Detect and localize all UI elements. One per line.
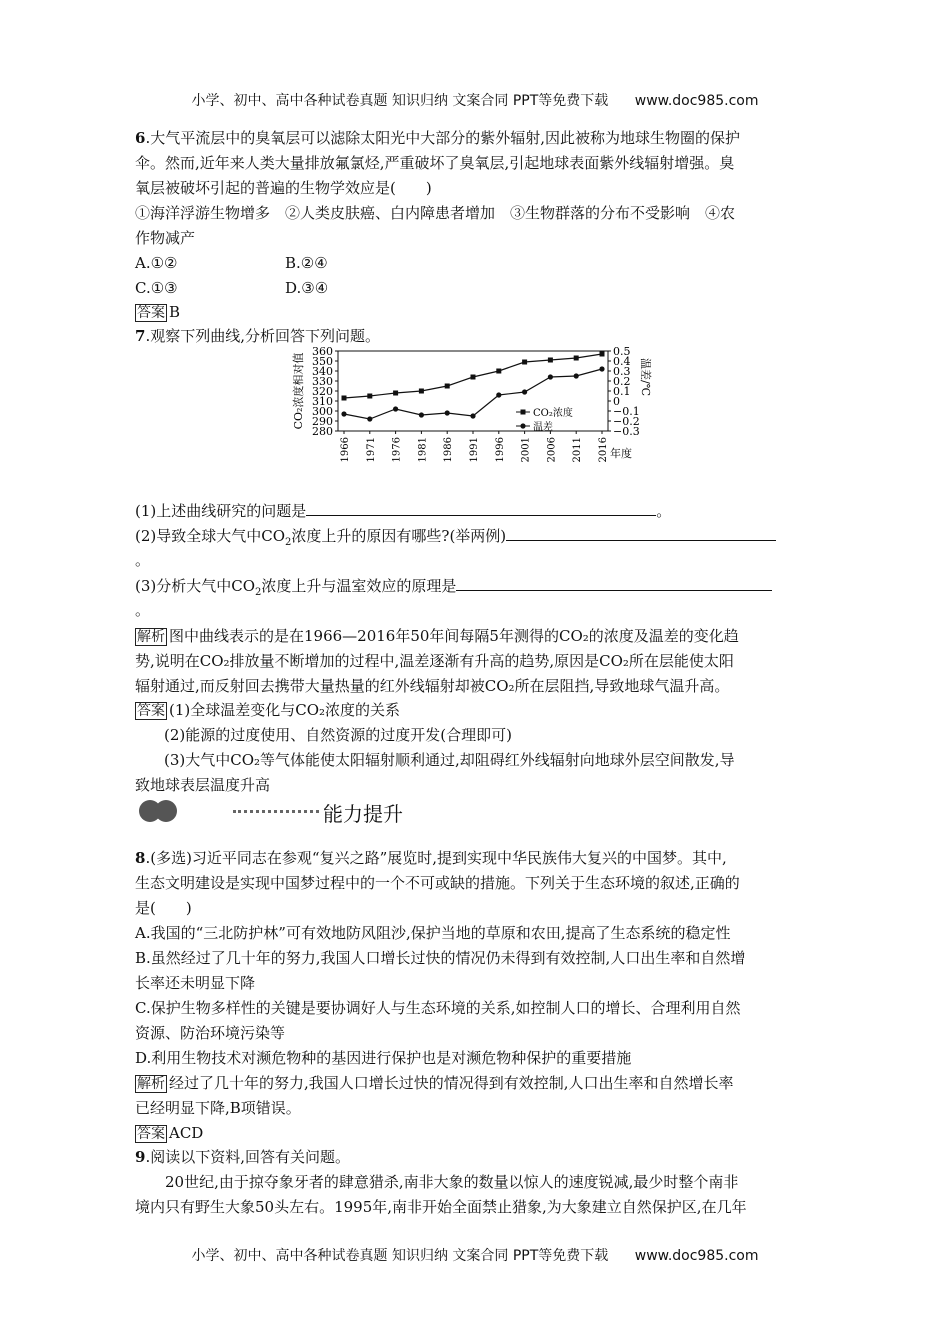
q8-line-3: 是( ) bbox=[135, 899, 192, 917]
answer-label: 答案 bbox=[137, 305, 165, 321]
y-right-tick-label: 0.3 bbox=[613, 365, 631, 378]
y-right-tick-label: 0.2 bbox=[613, 375, 631, 388]
y-right-tick-label: −0.1 bbox=[613, 405, 640, 418]
q6-line-4: ①海洋浮游生物增多 ②人类皮肤癌、白内障患者增加 ③生物群落的分布不受影响 ④农 bbox=[135, 204, 736, 222]
section-circle-icon bbox=[155, 800, 177, 822]
q8-analysis-2: 已经明显下降,B项错误。 bbox=[135, 1099, 301, 1117]
data-point bbox=[496, 392, 501, 397]
q8-line-2: 生态文明建设是实现中国梦过程中的一个不可或缺的措施。下列关于生态环境的叙述,正确的 bbox=[135, 874, 740, 892]
legend-label: 温差 bbox=[533, 422, 553, 433]
q7-sub3-text-b: 浓度上升与温室效应的原理是 bbox=[261, 577, 457, 595]
q6-answer bbox=[135, 302, 180, 323]
q8-line-1: 8.(多选)习近平同志在参观“复兴之路”展览时,提到实现中华民族伟大复兴的中国梦。其中, bbox=[135, 849, 727, 867]
y-right-tick-label: −0.2 bbox=[613, 415, 640, 428]
data-point bbox=[522, 389, 527, 394]
legend-label: CO₂浓度 bbox=[533, 408, 573, 419]
plot-frame bbox=[338, 351, 608, 431]
q8-number: 8 bbox=[135, 849, 146, 867]
answer-blank[interactable] bbox=[306, 500, 656, 516]
q6-line-1: 6.大气平流层中的臭氧层可以滤除太阳光中大部分的紫外辐射,因此被称为地球生物圈的保护 bbox=[135, 129, 740, 147]
answer-blank[interactable] bbox=[456, 575, 772, 591]
y-left-tick-label: 310 bbox=[312, 395, 333, 408]
x-tick-label: 2016 bbox=[598, 437, 609, 463]
x-tick-label: 1991 bbox=[469, 437, 480, 463]
y-right-tick-label: 0.5 bbox=[613, 345, 631, 358]
q7-stem-line: 7.观察下列曲线,分析回答下列问题。 bbox=[135, 327, 380, 345]
x-axis-label: 年度 bbox=[610, 447, 632, 460]
data-point bbox=[419, 389, 424, 394]
data-point bbox=[393, 391, 398, 396]
q8-option-c-2: 资源、防治环境污染等 bbox=[135, 1024, 286, 1042]
q6-line-3: 氧层被破坏引起的普遍的生物学效应是( ) bbox=[135, 179, 432, 197]
data-point bbox=[342, 396, 347, 401]
data-point bbox=[574, 373, 579, 378]
analysis-label: 解析 bbox=[137, 629, 165, 645]
q7-answer-2: (2)能源的过度使用、自然资源的过度开发(合理即可) bbox=[164, 726, 512, 744]
x-tick-label: 1966 bbox=[340, 437, 351, 463]
q7-analysis-text: 图中曲线表示的是在1966—2016年50年间每隔5年测得的CO₂的浓度及温差的变化趋 bbox=[169, 627, 739, 645]
y-left-tick-label: 290 bbox=[312, 415, 333, 428]
q6-line-5: 作物减产 bbox=[135, 229, 196, 247]
data-point bbox=[470, 413, 475, 418]
x-tick-label: 1996 bbox=[494, 437, 506, 463]
legend-marker bbox=[521, 410, 526, 415]
legend-marker bbox=[520, 423, 525, 428]
y-left-tick-label: 360 bbox=[312, 345, 333, 358]
x-tick-label: 1986 bbox=[443, 437, 455, 463]
y-right-tick-label: −0.3 bbox=[613, 425, 640, 438]
data-point bbox=[548, 358, 553, 363]
x-tick-label: 1971 bbox=[365, 437, 377, 463]
y-left-tick-label: 320 bbox=[312, 385, 333, 398]
period: 。 bbox=[656, 502, 672, 520]
q6-stem-1: 大气平流层中的臭氧层可以滤除太阳光中大部分的紫外辐射,因此被称为地球生物圈的保护 bbox=[150, 129, 740, 147]
q6-number: 6 bbox=[135, 129, 146, 147]
x-tick-label: 1976 bbox=[391, 437, 403, 463]
q8-option-b: B.虽然经过了几十年的努力,我国人口增长过快的情况仍未得到有效控制,人口出生率和自然增 bbox=[135, 949, 746, 967]
q7-sub3-text-a: (3)分析大气中CO bbox=[135, 577, 256, 595]
data-point bbox=[574, 356, 579, 361]
y-right-tick-label: 0.1 bbox=[613, 385, 631, 398]
q6-answer-value: B bbox=[169, 303, 181, 321]
section-divider bbox=[233, 810, 319, 813]
q8-answer-value: ACD bbox=[169, 1124, 204, 1142]
page-footer bbox=[0, 1245, 950, 1265]
q6-option-d: D.③④ bbox=[285, 279, 329, 297]
q7-sub3-end: 。 bbox=[135, 601, 151, 619]
y-left-axis-label: CO₂浓度相对值 bbox=[292, 352, 305, 430]
q6-option-b: B.②④ bbox=[285, 254, 328, 272]
y-left-tick-label: 280 bbox=[312, 425, 333, 438]
data-point bbox=[548, 374, 553, 379]
q8-analysis-text: 经过了几十年的努力,我国人口增长过快的情况得到有效控制,人口出生率和自然增长率 bbox=[169, 1074, 734, 1092]
q7-sub2: (2)导致全球大气中$CO_2$浓度上升的原因有哪些?(举两例) bbox=[135, 525, 776, 553]
y-left-tick-label: 350 bbox=[312, 355, 333, 368]
co2-temperature-chart bbox=[290, 343, 650, 473]
q7-answer-4: 致地球表层温度升高 bbox=[135, 776, 271, 794]
data-point bbox=[419, 412, 424, 417]
q9-stem-line: 9.阅读以下资料,回答有关问题。 bbox=[135, 1148, 350, 1166]
q9-number: 9 bbox=[135, 1148, 146, 1166]
q8-option-d: D.利用生物技术对濒危物种的基因进行保护也是对濒危物种保护的重要措施 bbox=[135, 1049, 632, 1067]
q7-answer-text: (1)全球温差变化与CO₂浓度的关系 bbox=[169, 701, 401, 719]
q7-sub2-text-a: (2)导致全球大气中CO bbox=[135, 527, 286, 545]
footer-url[interactable]: www.doc985.com bbox=[634, 1248, 759, 1264]
q7-analysis-3: 辐射通过,而反射回去携带大量热量的红外线辐射却被CO₂所在层阻挡,导致地球气温升高。 bbox=[135, 677, 730, 695]
footer-text: 小学、初中、高中各种试卷真题 知识归纳 文案合同 PPT等免费下载 bbox=[191, 1248, 609, 1264]
analysis-label: 解析 bbox=[137, 1076, 165, 1092]
header-text: 小学、初中、高中各种试卷真题 知识归纳 文案合同 PPT等免费下载 bbox=[191, 93, 609, 109]
header-url[interactable]: www.doc985.com bbox=[634, 93, 759, 109]
x-tick-label: 1981 bbox=[417, 437, 429, 463]
q7-answer-1 bbox=[135, 700, 400, 721]
section-title: 能力提升 bbox=[323, 802, 403, 826]
q7-sub1-text: (1)上述曲线研究的问题是 bbox=[135, 502, 307, 520]
q7-sub1 bbox=[135, 500, 671, 521]
answer-label: 答案 bbox=[137, 703, 165, 719]
q9-line-1: 20世纪,由于掠夺象牙者的肆意猎杀,南非大象的数量以惊人的速度锐减,最少时整个南非 bbox=[135, 1173, 739, 1191]
data-point bbox=[522, 360, 527, 365]
q8-option-b-2: 长率还未明显下降 bbox=[135, 974, 256, 992]
x-tick-label: 2011 bbox=[572, 437, 584, 463]
data-point bbox=[600, 352, 605, 357]
answer-label: 答案 bbox=[137, 1126, 165, 1142]
q7-sub2-text-b: 浓度上升的原因有哪些?(举两例) bbox=[291, 527, 507, 545]
q8-answer bbox=[135, 1123, 203, 1144]
q7-stem: 观察下列曲线,分析回答下列问题。 bbox=[150, 327, 380, 345]
q8-option-c: C.保护生物多样性的关键是要协调好人与生态环境的关系,如控制人口的增长、合理利用自然 bbox=[135, 999, 741, 1017]
q9-line-2: 境内只有野生大象50头左右。1995年,南非开始全面禁止猎象,为大象建立自然保护区,在几年 bbox=[135, 1198, 747, 1216]
data-point bbox=[367, 394, 372, 399]
y-right-tick-label: 0.4 bbox=[613, 355, 631, 368]
q7-sub3: (3)分析大气中$CO_2$浓度上升与温室效应的原理是 bbox=[135, 575, 772, 603]
data-point bbox=[445, 410, 450, 415]
y-left-tick-label: 340 bbox=[312, 365, 333, 378]
q7-number: 7 bbox=[135, 327, 146, 345]
q7-answer-3: (3)大气中CO₂等气体能使太阳辐射顺利通过,却阻碍红外线辐射向地球外层空间散发,导 bbox=[164, 751, 735, 769]
data-point bbox=[471, 375, 476, 380]
q6-line-2: 伞。然而,近年来人类大量排放氟氯烃,严重破坏了臭氧层,引起地球表面紫外线辐射增强。臭 bbox=[135, 154, 735, 172]
data-point bbox=[393, 406, 398, 411]
data-point bbox=[445, 384, 450, 389]
q8-option-a: A.我国的“三北防护林”可有效地防风阻沙,保护当地的草原和农田,提高了生态系统的稳定性 bbox=[135, 924, 731, 942]
q9-stem: 阅读以下资料,回答有关问题。 bbox=[150, 1148, 350, 1166]
x-tick-label: 2001 bbox=[520, 437, 532, 463]
q6-option-a: A.①② bbox=[135, 254, 178, 272]
y-left-tick-label: 330 bbox=[312, 375, 333, 388]
q7-analysis-2: 势,说明在CO₂排放量不断增加的过程中,温差逐渐有升高的趋势,原因是CO₂所在层能使太阳 bbox=[135, 652, 734, 670]
data-point bbox=[367, 416, 372, 421]
q6-option-c: C.①③ bbox=[135, 279, 178, 297]
y-right-axis-label: 温差/℃ bbox=[639, 357, 652, 397]
section-header bbox=[135, 798, 535, 826]
q7-sub2-end: 。 bbox=[135, 551, 151, 569]
q8-analysis-1 bbox=[135, 1073, 734, 1094]
y-left-tick-label: 300 bbox=[312, 405, 333, 418]
data-point bbox=[599, 366, 604, 371]
q7-analysis-1 bbox=[135, 626, 739, 647]
q8-stem-1: (多选)习近平同志在参观“复兴之路”展览时,提到实现中华民族伟大复兴的中国梦。其中, bbox=[150, 849, 727, 867]
x-tick-label: 2006 bbox=[546, 437, 558, 463]
y-right-tick-label: 0 bbox=[613, 395, 620, 408]
data-point bbox=[496, 369, 501, 374]
answer-blank[interactable] bbox=[506, 525, 776, 541]
page-header bbox=[0, 90, 950, 110]
data-point bbox=[341, 411, 346, 416]
